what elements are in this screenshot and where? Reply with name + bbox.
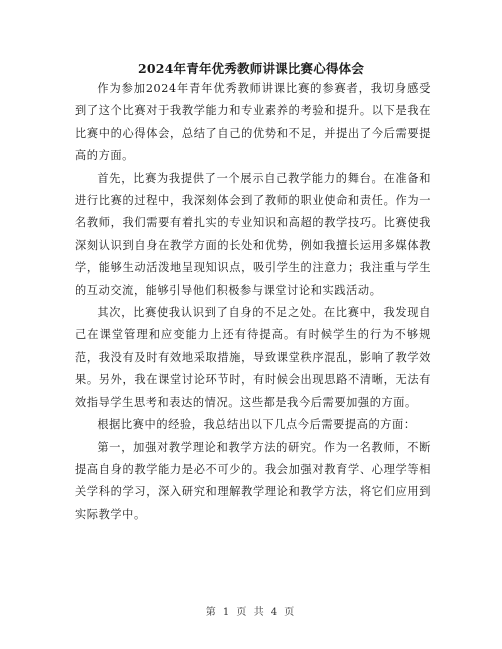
paragraph-intro: 作为参加2024年青年优秀教师讲课比赛的参赛者，我切身感受到了这个比赛对于我教学能力和专业素养的考验和提升。以下是我在比赛中的心得体会，总结了自己的优势和不足，并提出了今后需要提高的方面。 — [75, 82, 431, 163]
paragraph-point-one: 第一，加强对教学理论和教学方法的研究。作为一名教师，不断提高自身的教学能力是必不可少的。我会加强对教育学、心理学等相关学科的学习，深入研究和理解教学理论和教学方法，将它们应用到实际教学中。 — [75, 440, 431, 521]
paragraph-second: 其次，比赛使我认识到了自身的不足之处。在比赛中，我发现自己在课堂管理和应变能力上还有待提高。有时候学生的行为不够规范，我没有及时有效地采取措施，导致课堂秩序混乱，影响了教学效果。另外，我在课堂讨论环节时，有时候会出现思路不清晰，无法有效指导学生思考和表达的情况。这些都是我今后需要加强的方面。 — [75, 306, 431, 409]
page-number-footer: 第 1 页 共 4 页 — [205, 607, 297, 618]
paragraph-first: 首先，比赛为我提供了一个展示自己教学能力的舞台。在准备和进行比赛的过程中，我深刻体会到了教师的职业使命和责任。作为一名教师，我们需要有着扎实的专业知识和高超的教学技巧。比赛使我深刻认识到自身在教学方面的长处和优势，例如我擅长运用多媒体教学，能够生动活泼地呈现知识点，吸引学生的注意力；我注重与学生的互动交流，能够引导他们积极参与课堂讨论和实践活动。 — [75, 171, 431, 297]
document-body — [75, 78, 431, 526]
paragraph-summary: 根据比赛中的经验，我总结出以下几点今后需要提高的方面： — [97, 418, 416, 432]
document-title: 2024年青年优秀教师讲课比赛心得体会 — [137, 61, 365, 76]
